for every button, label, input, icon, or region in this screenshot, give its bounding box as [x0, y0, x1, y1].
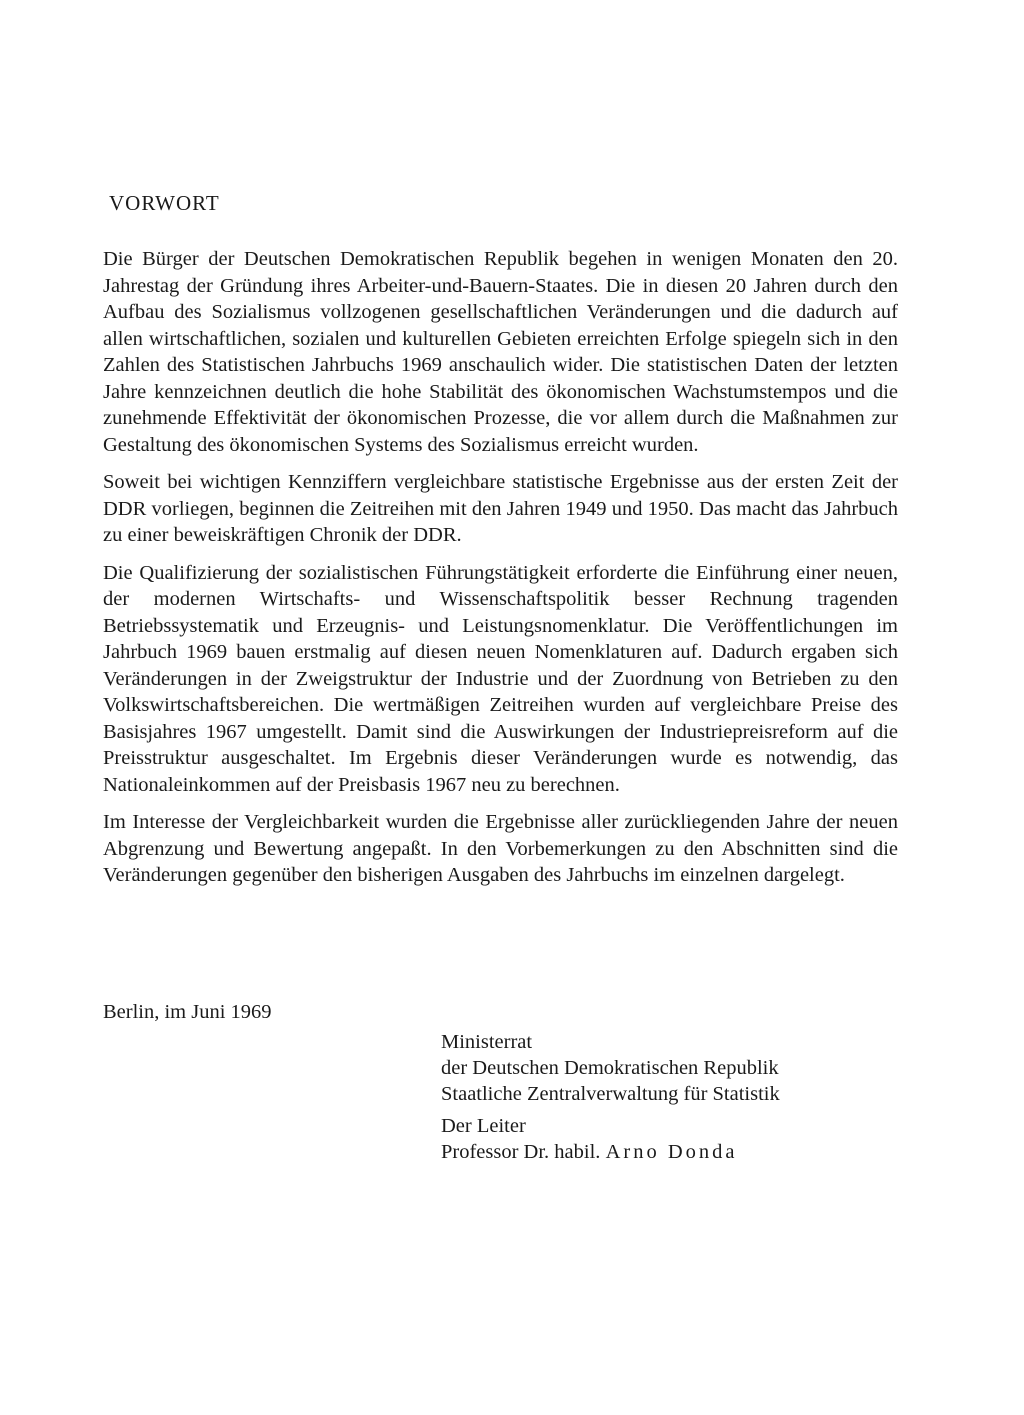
- signature-block: [441, 1029, 780, 1165]
- signature-name: Arno Donda: [605, 1141, 738, 1163]
- document-heading: VORWORT: [109, 191, 220, 215]
- signature-name-prefix: Professor Dr. habil.: [441, 1141, 601, 1163]
- signature-org-line: Staatliche Zentralverwaltung für Statistik: [441, 1083, 780, 1105]
- paragraph: Die Bürger der Deutschen Demokratischen Republik begehen in wenigen Monaten den 20. Jahrestag der Gründung ihres Arbeiter-und-Bauern-Staates. Die in diesen 20 Jahren durch den Aufbau des Sozialismus vollzogenen gesellschaftlichen Veränderungen und die dadurch auf allen wirtschaftlichen, sozialen und kulturellen Gebieten erreichten Erfolge spiegeln sich in den Zahlen des Statistischen Jahrbuchs 1969 anschaulich wider. Die statistischen Daten der letzten Jahre kennzeichnen deutlich die hohe Stabilität des ökonomischen Wachstumstempos und die zunehmende Effektivität der ökonomischen Prozesse, die vor allem durch die Maßnahmen zur Gestaltung des ökonomischen Systems des Sozialismus erreicht wurden.: [103, 248, 898, 456]
- signature-role: Der Leiter: [441, 1115, 526, 1137]
- signature-org-line: Ministerrat: [441, 1031, 533, 1053]
- signature-name-line: [441, 1139, 780, 1165]
- document-body: [103, 246, 898, 900]
- place-date: Berlin, im Juni 1969: [103, 1001, 272, 1023]
- paragraph: Soweit bei wichtigen Kennziffern vergleichbare statistische Ergebnisse aus der ersten Zeit der DDR vorliegen, beginnen die Zeitreihen mit den Jahren 1949 und 1950. Das macht das Jahrbuch zu einer beweiskräftigen Chronik der DDR.: [103, 471, 898, 546]
- paragraph: Die Qualifizierung der sozialistischen Führungstätigkeit erforderte die Einführung einer neuen, der modernen Wirtschafts- und Wissenschaftspolitik besser Rechnung tragenden Betriebssystematik und Erzeugnis- und Leistungsnomenklatur. Die Veröffentlichungen im Jahrbuch 1969 bauen erstmalig auf diesen neuen Nomenklaturen auf. Dadurch ergaben sich Veränderungen in der Zweigstruktur der Industrie und der Zuordnung von Betrieben zu den Volkswirtschaftsbereichen. Die wertmäßigen Zeitreihen wurden auf vergleichbare Preise des Basisjahres 1967 umgestellt. Damit sind die Auswirkungen der Industriepreisreform auf die Preisstruktur ausgeschaltet. Im Ergebnis dieser Veränderungen wurde es notwendig, das Nationaleinkommen auf der Preisbasis 1967 neu zu berechnen.: [103, 561, 898, 796]
- signature-org-line: der Deutschen Demokratischen Republik: [441, 1057, 779, 1079]
- paragraph: Im Interesse der Vergleichbarkeit wurden die Ergebnisse aller zurückliegenden Jahre der neuen Abgrenzung und Bewertung angepaßt. In den Vorbemerkungen zu den Abschnitten sind die Veränderungen gegenüber den bisherigen Ausgaben des Jahrbuchs im einzelnen dargelegt.: [103, 811, 898, 886]
